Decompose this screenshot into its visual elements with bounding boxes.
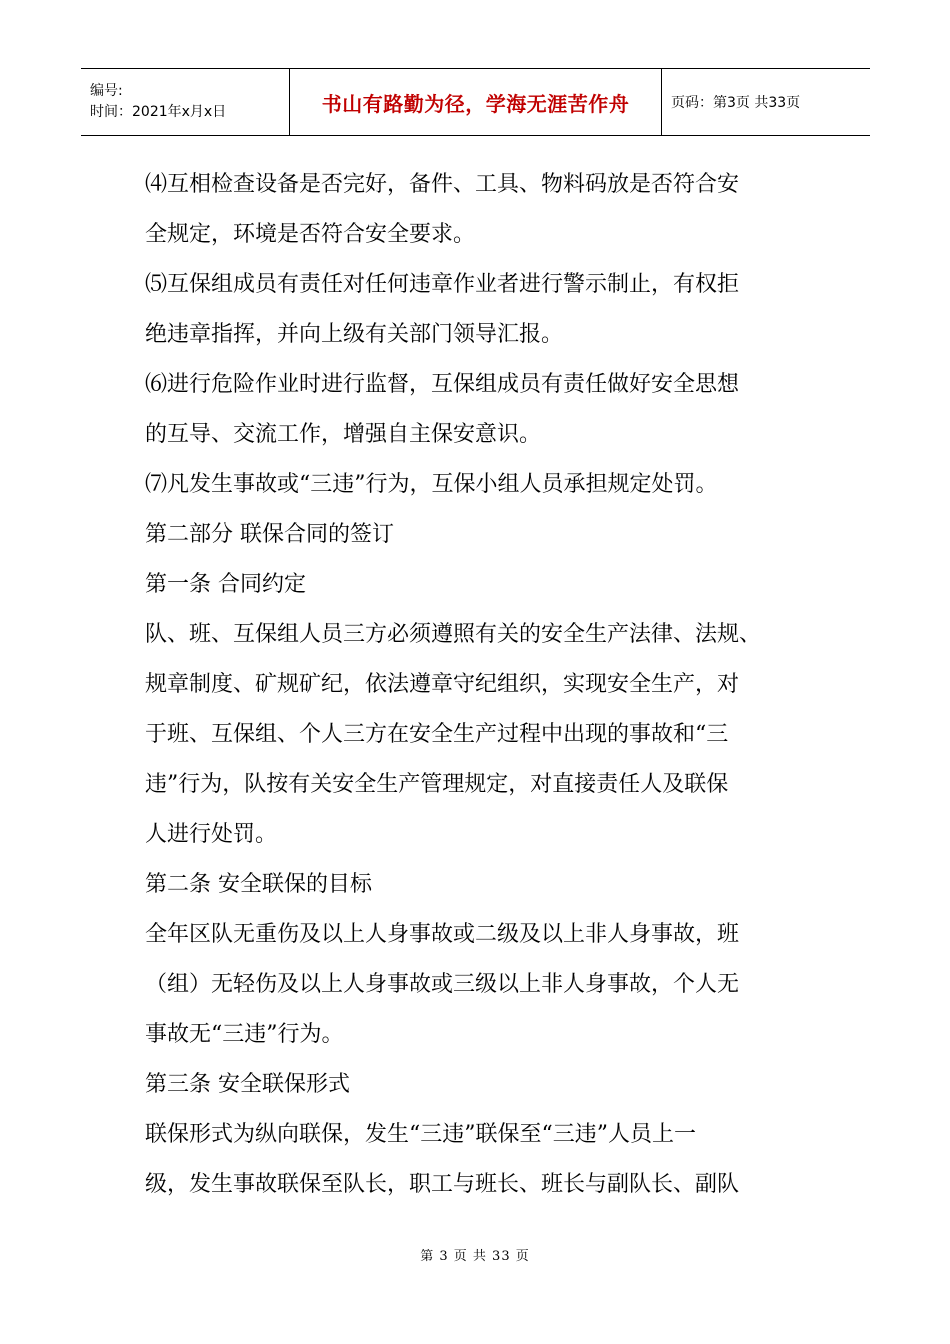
article-heading: 第一条 合同约定 (145, 572, 306, 597)
document-number-label: 编号: (90, 83, 123, 99)
document-body (145, 160, 835, 1210)
body-line: 队、班、互保组人员三方必须遵照有关的安全生产法律、法规、 (145, 622, 762, 647)
body-line: ⑷互相检查设备是否完好，备件、工具、物料码放是否符合安 (145, 172, 740, 197)
header-page-info: 页码：第3页 共33页 (662, 69, 871, 136)
body-line: 绝违章指挥，并向上级有关部门领导汇报。 (145, 322, 564, 347)
header-motto: 书山有路勤为径，学海无涯苦作舟 (290, 69, 662, 136)
article-heading: 第三条 安全联保形式 (145, 1072, 350, 1097)
page-footer: 第 3 页 共 33 页 (420, 1249, 530, 1264)
body-line: ⑸互保组成员有责任对任何违章作业者进行警示制止，有权拒 (145, 272, 740, 297)
body-line: 违”行为，队按有关安全生产管理规定，对直接责任人及联保 (145, 772, 729, 797)
section-heading: 第二部分 联保合同的签订 (145, 522, 394, 547)
body-line: 事故无“三违”行为。 (145, 1022, 344, 1047)
body-line: 于班、互保组、个人三方在安全生产过程中出现的事故和“三 (145, 722, 729, 747)
page-header (81, 68, 870, 136)
body-line: 的互导、交流工作，增强自主保安意识。 (145, 422, 542, 447)
body-line: 联保形式为纵向联保，发生“三违”联保至“三违”人员上一 (145, 1122, 696, 1147)
body-line: （组）无轻伤及以上人身事故或三级以上非人身事故，个人无 (145, 972, 740, 997)
body-line: 全年区队无重伤及以上人身事故或二级及以上非人身事故，班 (145, 922, 740, 947)
article-heading: 第二条 安全联保的目标 (145, 872, 372, 897)
body-line: ⑹进行危险作业时进行监督，互保组成员有责任做好安全思想 (145, 372, 740, 397)
body-line: 级，发生事故联保至队长，职工与班长、班长与副队长、副队 (145, 1172, 740, 1197)
body-line: 规章制度、矿规矿纪，依法遵章守纪组织，实现安全生产，对 (145, 672, 740, 697)
body-line: ⑺凡发生事故或“三违”行为，互保小组人员承担规定处罚。 (145, 472, 718, 497)
body-line: 人进行处罚。 (145, 822, 278, 847)
header-meta-cell (81, 69, 290, 136)
document-time-label: 时间：2021年x月x日 (90, 104, 227, 120)
body-line: 全规定，环境是否符合安全要求。 (145, 222, 476, 247)
